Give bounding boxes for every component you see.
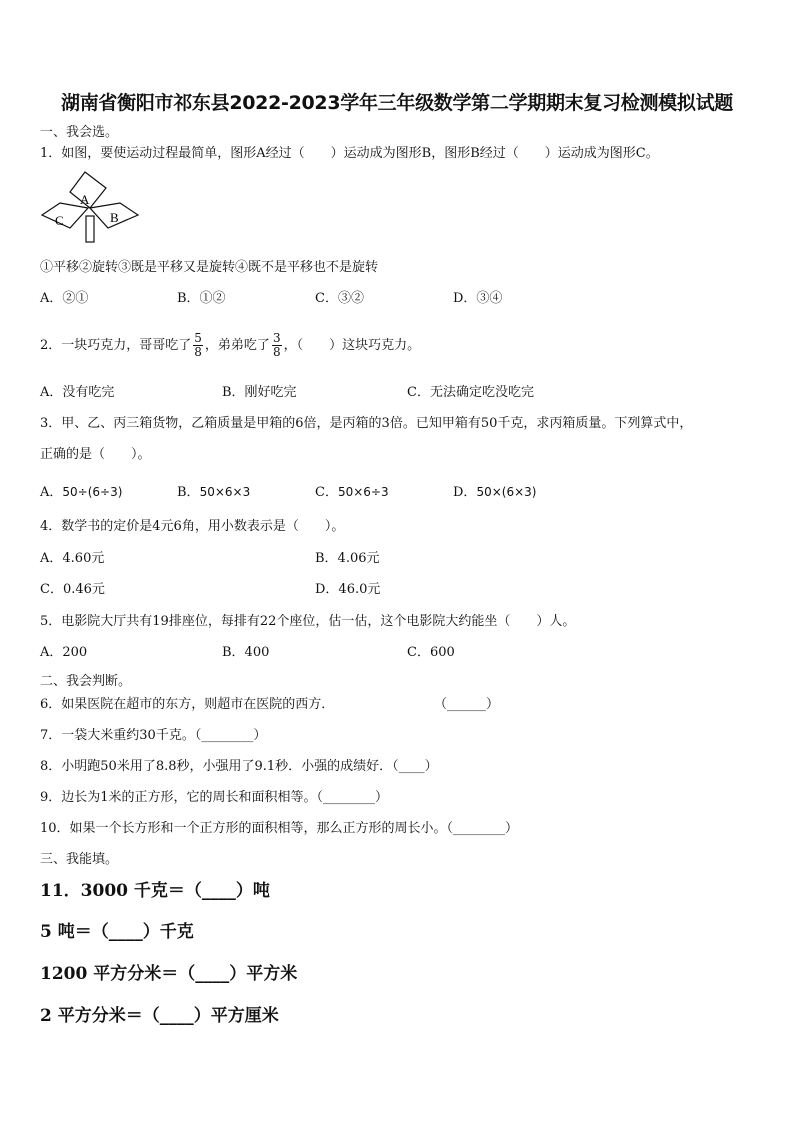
q1-option-d[interactable]: D．③④ xyxy=(453,291,503,306)
option-letter: A． xyxy=(40,485,63,500)
question-11-line-3[interactable]: 1200 平方分米＝（____）平方米 xyxy=(40,964,298,984)
page-title: 湖南省衡阳市祁东县2022-2023学年三年级数学第二学期期末复习检测模拟试题 xyxy=(61,92,733,114)
question-9-text[interactable]: 9．边长为1米的正方形，它的周长和面积相等。（________） xyxy=(40,790,389,805)
fraction-denominator: 8 xyxy=(272,345,281,359)
option-expression: 50×6×3 xyxy=(199,485,251,499)
section-heading-choice: 一、我会选。 xyxy=(40,125,119,140)
option-letter: C． xyxy=(315,485,338,500)
stem-rect xyxy=(86,216,94,242)
q3-option-a[interactable] xyxy=(40,484,122,501)
question-1-text: 1．如图，要使运动过程最简单，图形A经过（ ）运动成为图形B，图形B经过（ ）运动成为图形C。 xyxy=(40,146,659,161)
question-8-text[interactable]: 8．小明跑50米用了8.8秒，小强用了9.1秒．小强的成绩好．（____） xyxy=(40,759,438,774)
question-4-text: 4．数学书的定价是4元6角，用小数表示是（ ）。 xyxy=(40,519,345,534)
question-2-text xyxy=(40,327,420,365)
question-11-line-4[interactable]: 2 平方分米＝（____）平方厘米 xyxy=(40,1006,279,1026)
q4-option-d[interactable]: D．46.0元 xyxy=(315,582,381,597)
question-1-choices: ①平移②旋转③既是平移又是旋转④既不是平移也不是旋转 xyxy=(40,260,379,275)
fraction-numerator: 5 xyxy=(194,331,202,345)
option-letter: B． xyxy=(177,485,200,500)
label-a: A xyxy=(80,192,90,207)
q2-mid: ，弟弟吃了 xyxy=(204,338,270,353)
q4-option-b[interactable]: B．4.06元 xyxy=(315,551,380,566)
question-11-line-2[interactable]: 5 吨＝（____）千克 xyxy=(40,922,194,942)
question-11-line-1[interactable]: 11．3000 千克＝（____）吨 xyxy=(40,881,270,901)
fraction-denominator: 8 xyxy=(194,345,202,359)
fraction-numerator: 3 xyxy=(272,331,281,345)
fraction-3-8 xyxy=(272,332,282,359)
q2-suffix: ，（ ）这块巧克力。 xyxy=(283,338,421,353)
q4-option-a[interactable]: A．4.60元 xyxy=(40,551,105,566)
q2-option-a[interactable]: A．没有吃完 xyxy=(40,385,115,400)
q2-option-b[interactable]: B．刚好吃完 xyxy=(222,385,297,400)
option-expression: 50×(6×3) xyxy=(476,485,537,499)
option-letter: D． xyxy=(453,485,477,500)
q4-option-c[interactable]: C．0.46元 xyxy=(40,582,105,597)
q1-option-a[interactable]: A．②① xyxy=(40,291,89,306)
question-10-text[interactable]: 10．如果一个长方形和一个正方形的面积相等，那么正方形的周长小。（________） xyxy=(40,821,519,836)
q5-option-c[interactable]: C．600 xyxy=(407,645,455,660)
option-expression: 50÷(6÷3) xyxy=(62,485,123,499)
question-3-line-2: 正确的是（ ）。 xyxy=(40,447,151,462)
question-3-line-1: 3．甲、乙、丙三箱货物，乙箱质量是甲箱的6倍，是丙箱的3倍。已知甲箱有50千克，求丙箱质量。下列算式中， xyxy=(40,416,693,431)
q3-option-b[interactable] xyxy=(177,484,250,501)
fraction-5-8 xyxy=(193,332,203,359)
q3-option-c[interactable] xyxy=(315,484,389,501)
question-6-blank[interactable]: （______） xyxy=(434,697,500,712)
option-expression: 50×6÷3 xyxy=(337,485,389,499)
label-c: C xyxy=(55,213,64,228)
q5-option-a[interactable]: A．200 xyxy=(40,645,88,660)
q5-option-b[interactable]: B．400 xyxy=(222,645,270,660)
q1-option-b[interactable]: B．①② xyxy=(177,291,226,306)
q3-option-d[interactable] xyxy=(453,484,536,501)
section-heading-fill: 三、我能填。 xyxy=(40,852,119,867)
question-6-text: 6．如果医院在超市的东方，则超市在医院的西方． xyxy=(40,697,335,712)
q1-option-c[interactable]: C．③② xyxy=(315,291,364,306)
section-heading-judge: 二、我会判断。 xyxy=(40,674,132,689)
label-b: B xyxy=(110,210,119,225)
q2-option-c[interactable]: C．无法确定吃没吃完 xyxy=(407,385,534,400)
q2-prefix: 2．一块巧克力，哥哥吃了 xyxy=(40,338,192,353)
rotation-figure xyxy=(38,170,142,246)
question-7-text[interactable]: 7．一袋大米重约30千克。（________） xyxy=(40,728,267,743)
question-5-text: 5．电影院大厅共有19排座位，每排有22个座位，估一估，这个电影院大约能坐（ ）人。 xyxy=(40,614,576,629)
